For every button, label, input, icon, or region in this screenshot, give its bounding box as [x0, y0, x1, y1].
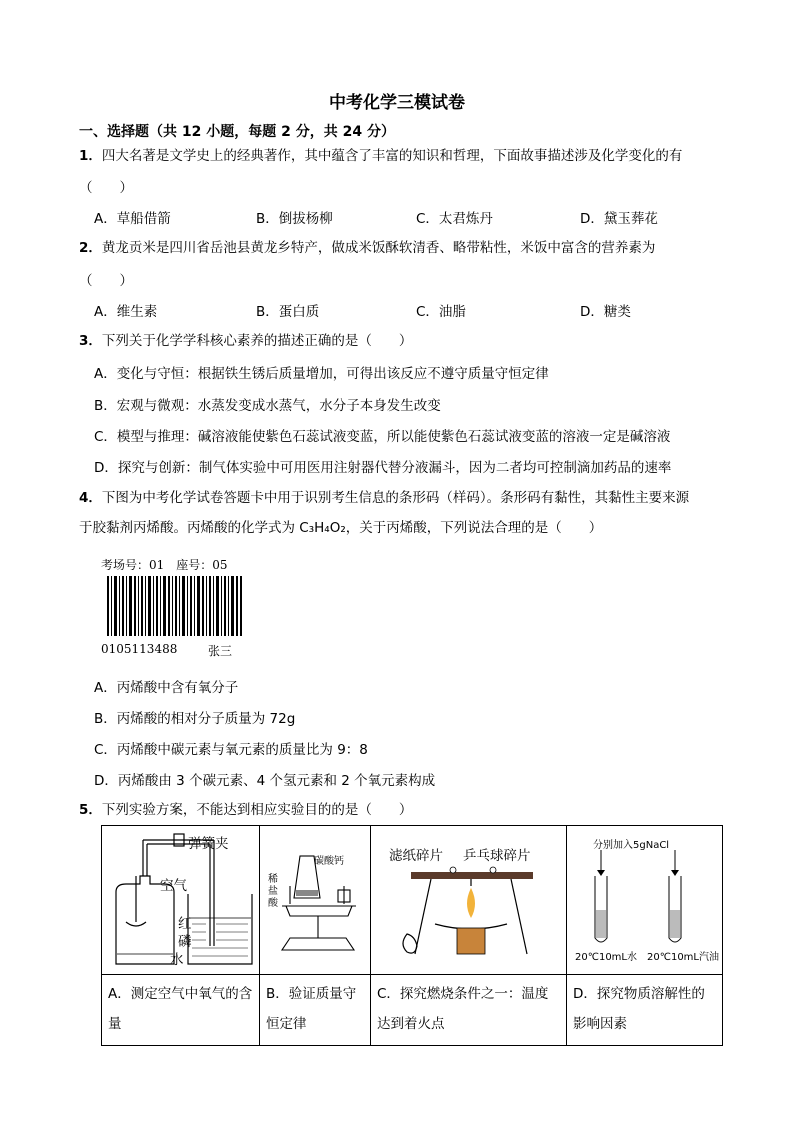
option-b: B．丙烯酸的相对分子质量为 72g — [94, 711, 296, 727]
question-number: 4． — [79, 490, 102, 506]
question-text-line2: 于胶黏剂丙烯酸。丙烯酸的化学式为 C₃H₄O₂，关于丙烯酸，下列说法合理的是（ ） — [79, 520, 603, 536]
figure-d — [567, 826, 723, 975]
label-acid-2: 盐 — [268, 886, 278, 897]
label-gasoline-10ml: 20℃10mL汽油 — [647, 952, 719, 963]
figure-b — [260, 826, 371, 975]
option-a: A．维生素 — [94, 304, 158, 320]
label-phosphorus: 磷 — [178, 934, 192, 950]
option-a: A．变化与守恒：根据铁生锈后质量增加，可得出该反应不遵守质量守恒定律 — [94, 366, 549, 382]
option-a: A．丙烯酸中含有氧分子 — [94, 680, 239, 696]
option-d: D．探究与创新：制气体实验中可用医用注射器代替分液漏斗，因为二者均可控制滴加药品的速率 — [94, 460, 672, 476]
barcode-header: 考场号：01 座号：05 — [101, 558, 228, 572]
caption-d: D．探究物质溶解性的影响因素 — [567, 975, 723, 1046]
answer-paren: （ ） — [79, 180, 133, 196]
question-number: 1． — [79, 148, 102, 164]
option-c: C．油脂 — [416, 304, 466, 320]
label-add-nacl: 分别加入5gNaCl — [593, 840, 670, 851]
barcode-name: 张三 — [208, 644, 233, 658]
option-c: C．丙烯酸中碳元素与氧元素的质量比为 9：8 — [94, 742, 368, 758]
option-b: B．倒拔杨柳 — [256, 211, 333, 227]
question-text: 下图为中考化学试卷答题卡中用于识别考生信息的条形码（样码）。条形码有黏性，其黏性主要来源 — [101, 490, 690, 506]
question-2 — [79, 238, 655, 258]
barcode-image — [107, 576, 243, 636]
caption-a: A．测定空气中氧气的含量 — [102, 975, 260, 1046]
label-clip: 弹簧夹 — [188, 836, 229, 852]
label-caco3: 碳酸钙 — [314, 856, 344, 867]
label-air: 空气 — [160, 878, 187, 894]
option-a: A．草船借箭 — [94, 211, 171, 227]
option-d: D．糖类 — [580, 304, 631, 320]
option-d: D．丙烯酸由 3 个碳元素、4 个氢元素和 2 个氧元素构成 — [94, 773, 436, 789]
figure-c — [371, 826, 567, 975]
question-3 — [79, 331, 412, 351]
question-text: 下列实验方案，不能达到相应实验目的的是（ ） — [101, 802, 413, 818]
page-title: 中考化学三模试卷 — [329, 93, 465, 113]
question-number: 5． — [79, 802, 102, 818]
section-heading: 一、选择题（共 12 小题，每题 2 分，共 24 分） — [79, 124, 395, 140]
question-5 — [79, 800, 412, 820]
experiment-table — [101, 825, 723, 1046]
option-c: C．太君炼丹 — [416, 211, 493, 227]
option-b: B．蛋白质 — [256, 304, 320, 320]
label-water: 水 — [170, 952, 184, 968]
question-text: 四大名著是文学史上的经典著作，其中蕴含了丰富的知识和哲理，下面故事描述涉及化学变化的有 — [101, 148, 683, 164]
answer-paren: （ ） — [79, 273, 133, 289]
barcode-number: 0105113488 — [101, 642, 178, 656]
figure-a — [102, 826, 260, 975]
question-4 — [79, 488, 689, 508]
option-b: B．宏观与微观：水蒸发变成水蒸气，水分子本身发生改变 — [94, 398, 441, 414]
label-acid-3: 酸 — [268, 898, 278, 909]
label-pingpong: 乒乓球碎片 — [463, 848, 531, 864]
question-number: 2． — [79, 240, 102, 256]
label-red: 红 — [178, 916, 192, 932]
label-acid-1: 稀 — [268, 874, 278, 885]
label-water-10ml: 20℃10mL水 — [575, 952, 637, 963]
caption-c: C．探究燃烧条件之一：温度达到着火点 — [371, 975, 567, 1046]
question-text: 下列关于化学学科核心素养的描述正确的是（ ） — [101, 333, 413, 349]
question-text: 黄龙贡米是四川省岳池县黄龙乡特产，做成米饭酥软清香、略带粘性，米饭中富含的营养素为 — [101, 240, 656, 256]
option-c: C．模型与推理：碱溶液能使紫色石蕊试液变蓝，所以能使紫色石蕊试液变蓝的溶液一定是碱溶液 — [94, 429, 671, 445]
label-filter-paper: 滤纸碎片 — [389, 848, 443, 864]
question-number: 3． — [79, 333, 102, 349]
question-1 — [79, 146, 682, 166]
option-d: D．黛玉葬花 — [580, 211, 658, 227]
caption-b: B．验证质量守恒定律 — [260, 975, 371, 1046]
